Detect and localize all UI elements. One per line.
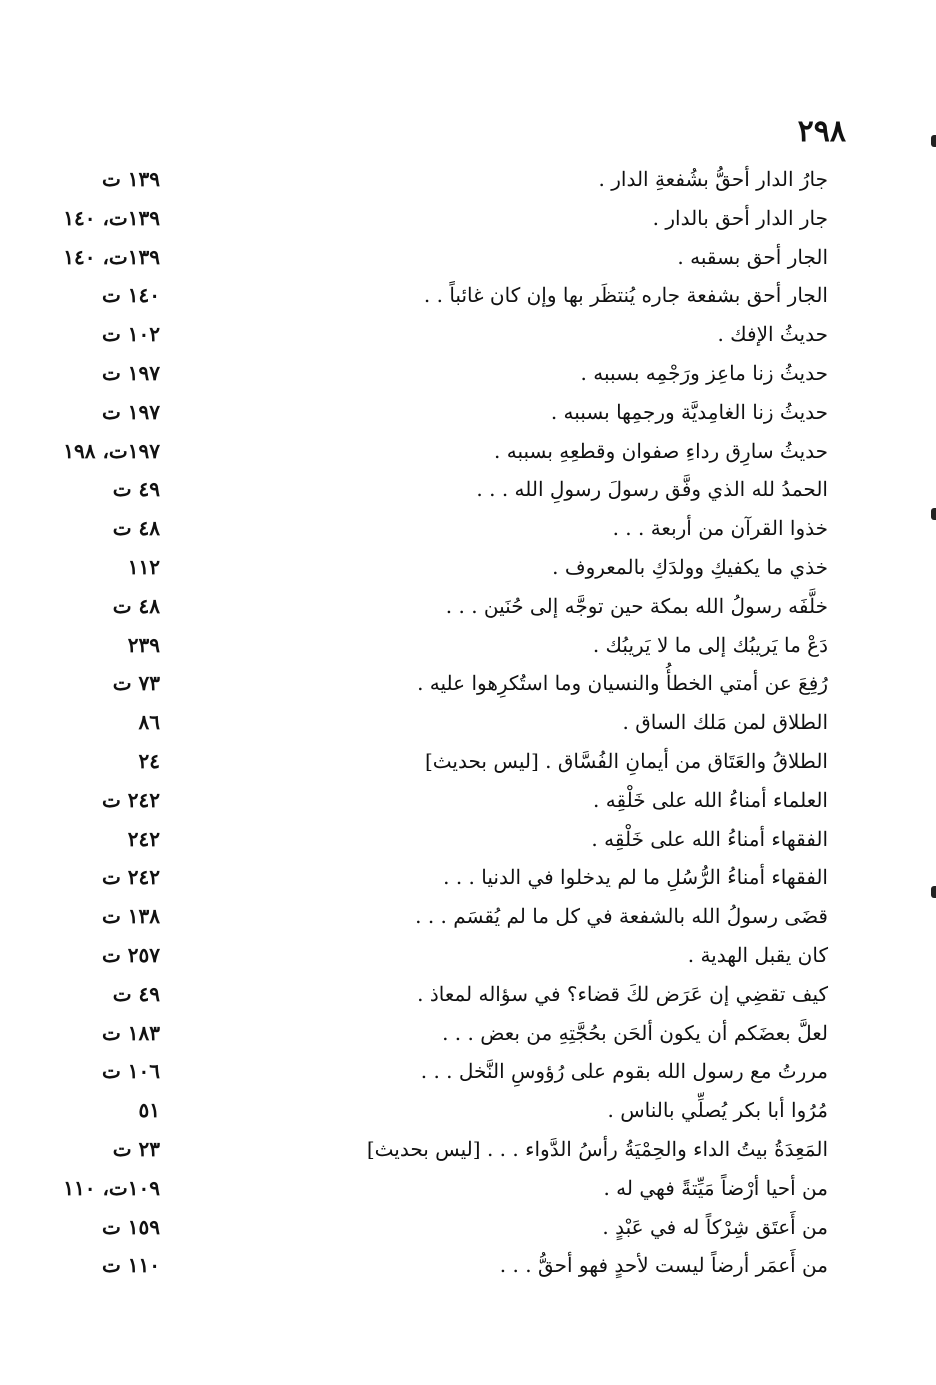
hadith-text: الطلاقُ والعَتَاق من أيمانِ الفُسَّاق . [ليس بحديث] [424,748,828,773]
index-entry [60,243,828,282]
page-reference: ٢٣ ت [112,1136,160,1161]
index-entry [60,398,828,437]
index-entry [60,902,828,941]
hadith-text: جار الدار أحق بالدار . [652,205,828,230]
index-entry [60,1251,828,1290]
index-entry [60,1019,828,1058]
page-reference: ١٣٨ ت [101,904,160,929]
hadith-text: المَعِدَةُ بيتُ الداء والحِمْيَةُ رأسُ الدَّواء . . . [ليس بحديث] [366,1136,828,1161]
index-entry [60,980,828,1019]
page-reference: ١٨٣ ت [101,1020,160,1045]
page-reference: ١٥٩ ت [101,1214,160,1239]
page-reference: ١٤٠ ت [101,283,160,308]
hadith-text: خذوا القرآن من أربعة . . . [612,516,828,541]
index-entry [60,708,828,747]
hadith-text: من أَعمَر أرضاً ليست لأحدٍ فهو أحقُّ . . . [499,1253,828,1278]
index-entry [60,437,828,476]
page-reference: ٤٨ ت [112,593,160,618]
page-reference: ١١٢ [127,554,160,579]
hadith-text: كيف تقضِي إن عَرَض لكَ قضاء؟ في سؤاله لمعاذ . [417,981,828,1006]
hadith-text: مررتُ مع رسول الله بقوم على رُؤوسِ النَّخل . . . [420,1059,828,1084]
page-reference: ٤٩ ت [112,981,160,1006]
index-entry [60,786,828,825]
page-number: ٢٩٨ [797,114,846,149]
index-entry [60,631,828,670]
page-reference: ١٩٧ ت [101,399,160,424]
index-entry [60,320,828,359]
index-entry [60,165,828,204]
page-edge-mark [931,135,936,147]
hadith-text: جارُ الدار أحقُّ بشُفعةِ الدار . [598,167,828,191]
page-reference: ٨٦ [138,710,160,735]
index-entry [60,1057,828,1096]
page-reference: ١١٠ ت [101,1253,160,1278]
hadith-text: الجار أحق بشفعة جاره يُنتظَر بها وإن كان غائباً . . [423,283,828,308]
page-reference: ١٣٩ت، ١٤٠ [63,244,160,269]
page-reference: ١٣٩ ت [101,167,160,191]
page-reference: ٢٤ [138,748,160,773]
index-entry [60,825,828,864]
hadith-text: خذي ما يكفيكِ وولدَكِ بالمعروف . [552,554,828,579]
page-reference: ١٠٢ ت [101,322,160,347]
hadith-text: من أحيا أرْضاً مَيِّتةً فهي له . [603,1175,828,1200]
index-entry [60,553,828,592]
index-entry [60,747,828,786]
page-reference: ١٣٩ت، ١٤٠ [63,205,160,230]
page-reference: ٤٩ ت [112,477,160,502]
hadith-text: دَعْ ما يَريبُك إلى ما لا يَريبُك . [592,632,828,657]
page-reference: ١٩٧ ت [101,360,160,385]
hadith-text: العلماء أمناءُ الله على خَلْقِه . [593,787,828,812]
index-entry [60,941,828,980]
page-reference: ٢٥٧ ت [101,942,160,967]
page-reference: ٢٤٢ ت [101,865,160,890]
hadith-text: حديثُ سارِق رداءِ صفوان وقطعِهِ بسببه . [494,438,828,463]
page-edge-mark [931,508,936,520]
index-entry [60,669,828,708]
hadith-text: حديثُ زنا الغامِديَّة ورجمِها بسببه . [550,399,828,424]
page-reference: ١٠٩ت، ١١٠ [63,1175,160,1200]
page-edge-mark [931,886,936,898]
page-reference: ٥١ [138,1098,160,1123]
index-entry [60,1096,828,1135]
page-reference: ١٩٧ت، ١٩٨ [63,438,160,463]
page-reference: ٧٣ ت [112,671,160,696]
hadith-text: الفقهاء أمناءُ الله على خَلْقِه . [591,826,828,851]
hadith-text: حديثُ الإفك . [717,322,828,347]
hadith-text: من أَعتَق شِرْكاً له في عَبْدٍ . [602,1214,828,1239]
hadith-text: الحمدُ لله الذي وفَّق رسولَ رسولِ الله . . . [476,477,828,502]
page-reference: ٢٣٩ [127,632,160,657]
index-entry [60,204,828,243]
page-reference: ٢٤٢ ت [101,787,160,812]
hadith-text: لعلَّ بعضَكم أن يكون ألحَن بحُجَّتِهِ من بعض . . . [442,1020,828,1045]
index-entry [60,475,828,514]
index-entry [60,592,828,631]
index-entry [60,359,828,398]
hadith-text: خلَّفَه رسولُ الله بمكة حين توجَّه إلى حُنَين . . . [445,593,828,618]
hadith-text: كان يقبل الهدية . [687,942,828,967]
hadith-text: قضَى رسولُ الله بالشفعة في كل ما لم يُقسَم . . . [415,904,828,929]
hadith-text: الجار أحق بسقبه . [677,244,828,269]
hadith-text: الفقهاء أمناءُ الرُّسُلِ ما لم يدخلوا في الدنيا . . . [443,865,828,890]
page-reference: ٢٤٢ [127,826,160,851]
index-entry [60,863,828,902]
index-entry [60,1174,828,1213]
hadith-index-list [60,165,828,1290]
hadith-text: رُفِعَ عن أمتي الخطأُ والنسيان وما استُكرِهوا عليه . [417,671,828,696]
page-reference: ١٠٦ ت [101,1059,160,1084]
page-reference: ٤٨ ت [112,516,160,541]
hadith-text: الطلاق لمن مَلك الساق . [622,710,828,735]
index-entry [60,1135,828,1174]
hadith-text: مُرُوا أبا بكر يُصلِّي بالناس . [607,1098,828,1123]
index-entry [60,514,828,553]
hadith-text: حديثُ زنا ماعِز ورَجْمِه بسببه . [580,360,828,385]
index-entry [60,281,828,320]
index-entry [60,1213,828,1252]
